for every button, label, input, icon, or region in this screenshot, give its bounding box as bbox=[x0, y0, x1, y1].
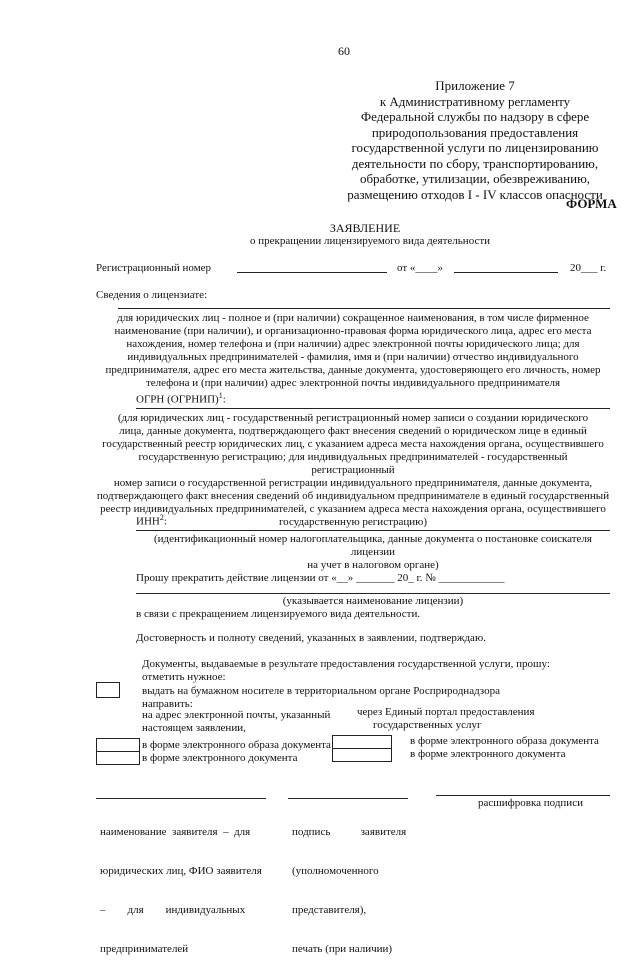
licensee-field[interactable] bbox=[118, 308, 610, 309]
registration-month-field[interactable] bbox=[454, 272, 558, 273]
signature-decode-field[interactable] bbox=[436, 795, 610, 796]
hint-line: реестр индивидуальных предпринимателей, с указанием адреса места нахождения органа, осуществившего bbox=[100, 503, 606, 515]
portal-document-label: в форме электронного документа bbox=[410, 748, 566, 760]
email-document-label: в форме электронного документа bbox=[142, 752, 298, 764]
hint-line: подтверждающего факт внесения сведений об индивидуальном предпринимателе в единый государственный bbox=[96, 490, 610, 502]
appendix-line: деятельности по сбору, транспортированию, bbox=[351, 155, 599, 171]
hint-line: телефона и (при наличии) адрес электронной почты индивидуального предпринимателя bbox=[145, 377, 561, 389]
document-subtitle: о прекращении лицензируемого вида деятельности bbox=[249, 235, 491, 247]
signature-decode-caption: расшифровка подписи bbox=[478, 797, 583, 809]
appendix-line: природопользования предоставления bbox=[371, 124, 579, 140]
request-line: Прошу прекратить действие лицензии от «__» _______ 20_ г. № ____________ bbox=[136, 572, 505, 584]
documents-intro: Документы, выдаваемые в результате предоставления государственной услуги, прошу: bbox=[142, 658, 550, 670]
document-title: ЗАЯВЛЕНИЕ bbox=[329, 221, 401, 235]
appendix-line: к Административному регламенту bbox=[379, 93, 571, 109]
form-label: ФОРМА bbox=[566, 196, 617, 211]
portal-image-label: в форме электронного образа документа bbox=[410, 735, 599, 747]
portal-option-label: через Единый портал предоставления государственных услуг bbox=[357, 706, 535, 731]
inn-field[interactable] bbox=[136, 530, 610, 531]
paper-option-label: выдать на бумажном носителе в территориальном органе Росприроднадзора bbox=[142, 685, 500, 697]
hint-line: нахождения, номер телефона и (при наличии) адрес электронной почты юридического лица; для bbox=[126, 338, 580, 350]
hint-line: (идентификационный номер налогоплательщика, данные документа о постановке соискателя лицензии bbox=[154, 533, 592, 558]
confirm-line: Достоверность и полноту сведений, указанных в заявлении, подтверждаю. bbox=[136, 632, 486, 644]
portal-document-checkbox[interactable] bbox=[332, 748, 392, 762]
hint-line: индивидуальных предпринимателей - фамилия, имя и (при наличии) отчество индивидуального bbox=[127, 351, 579, 363]
applicant-name-field[interactable] bbox=[96, 798, 266, 799]
ogrn-hint bbox=[96, 412, 610, 529]
appendix-line: государственной услуги по лицензированию bbox=[351, 140, 599, 155]
documents-intro-2: отметить нужное: bbox=[142, 671, 226, 683]
licensee-hint bbox=[96, 312, 610, 390]
cessation-line: в связи с прекращением лицензируемого вида деятельности. bbox=[136, 608, 421, 620]
appendix-line: размещению отходов I - IV классов опасности bbox=[347, 186, 603, 202]
email-image-label: в форме электронного образа документа bbox=[142, 739, 331, 751]
license-hint: (указывается наименование лицензии) bbox=[282, 595, 464, 607]
hint-line: государственную регистрацию) bbox=[278, 516, 428, 528]
ogrn-field[interactable] bbox=[136, 408, 610, 409]
appendix-line: Федеральной службы по надзору в сфере bbox=[360, 109, 590, 124]
registration-number-field[interactable] bbox=[237, 272, 387, 273]
email-document-checkbox[interactable] bbox=[96, 751, 140, 765]
registration-year: 20___ г. bbox=[570, 262, 607, 274]
registration-date-label: от «____» bbox=[397, 262, 443, 274]
email-option-label: на адрес электронной почты, указанный настоящем заявлении, bbox=[142, 709, 331, 734]
page-number: 60 bbox=[338, 44, 350, 58]
licensee-label: Сведения о лицензиате: bbox=[96, 289, 208, 301]
hint-line: номер записи о государственной регистрации индивидуального предпринимателя, данные документа, bbox=[113, 477, 593, 489]
ogrn-label: ОГРН (ОГРНИП)$^1$: bbox=[136, 391, 226, 406]
applicant-caption: наименование заявителя – для юридических лиц, ФИО заявителя – для индивидуальных предпринимателей bbox=[100, 826, 262, 955]
hint-line: лица, данные документа, подтверждающего факт внесения сведений о юридическом лице в единый bbox=[119, 425, 587, 437]
portal-image-checkbox[interactable] bbox=[332, 735, 392, 749]
paper-checkbox[interactable] bbox=[96, 682, 120, 698]
hint-line: наименование (при наличии), и организационно-правовая форма юридического лица, адрес его места bbox=[114, 325, 592, 337]
hint-line: предпринимателя, адрес его места жительства, данные документа, удостоверяющего его личность, номер bbox=[105, 364, 601, 376]
hint-line: государственный реестр юридических лиц, с указанием адреса места нахождения органа, осуществившего bbox=[102, 438, 604, 450]
registration-label: Регистрационный номер bbox=[96, 262, 212, 274]
hint-line: на учет в налоговом органе) bbox=[307, 559, 439, 571]
appendix-line: Приложение 7 bbox=[435, 78, 515, 93]
license-name-field[interactable] bbox=[136, 593, 610, 594]
send-label: направить: bbox=[142, 698, 193, 710]
hint-line: (для юридических лиц - государственный регистрационный номер записи о создании юридического bbox=[117, 412, 589, 424]
email-image-checkbox[interactable] bbox=[96, 738, 140, 752]
inn-label: ИНН$^2$: bbox=[136, 513, 167, 528]
signature-caption: подпись заявителя (уполномоченного представителя), печать (при наличии) bbox=[292, 826, 407, 955]
appendix-line: обработке, утилизации, обезвреживанию, bbox=[359, 171, 591, 186]
hint-line: для юридических лиц - полное и (при наличии) сокращенное наименования, в том числе фирменное bbox=[117, 312, 589, 324]
hint-line: государственную регистрацию; для индивидуальных предпринимателей - государственный регистрационный bbox=[138, 451, 568, 476]
signature-field[interactable] bbox=[288, 798, 408, 799]
inn-hint bbox=[136, 533, 610, 572]
appendix-header bbox=[340, 78, 610, 202]
